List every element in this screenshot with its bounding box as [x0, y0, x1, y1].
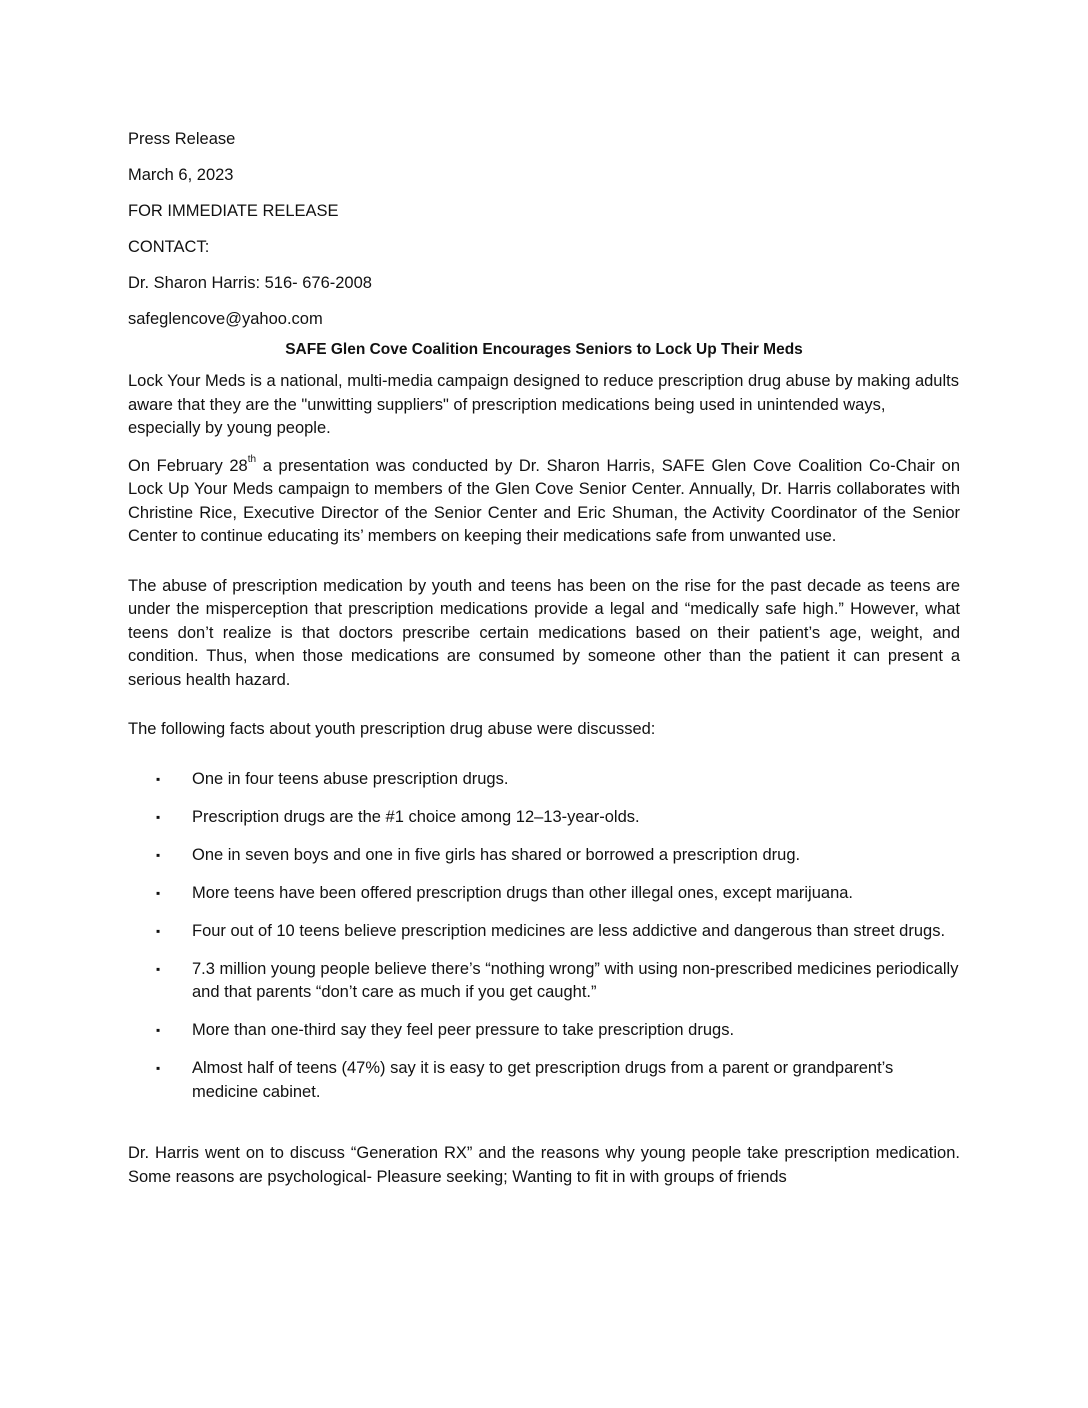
abuse-paragraph: The abuse of prescription medication by youth and teens has been on the rise for the past decade as teens are under the misperception that prescription medications provide a legal and “medically safe high.” However, what teens don’t realize is that doctors prescribe certain medications based on their patient’s age, weight, and condition. Thus, when those medications are consumed by someone other than the patient it can present a serious health hazard. — [128, 576, 960, 689]
list-item-text: More teens have been offered prescription drugs than other illegal ones, except marijuana. — [192, 883, 854, 902]
intro-paragraph: Lock Your Meds is a national, multi-media campaign designed to reduce prescription drug abuse by making adults aware that they are the "unwitting suppliers" of prescription medications being used in unintended ways, especially by young people. — [128, 372, 959, 437]
doc-type-label: Press Release — [128, 130, 236, 148]
presentation-paragraph-rest: a presentation was conducted by Dr. Sharon Harris, SAFE Glen Cove Coalition Co-Chair on Lock Up Your Meds campaign to members of the Glen Cove Senior Center. Annually, Dr. Harris collaborates with Christine Rice, Executive Director of the Senior Center and Eric Shuman, the Activity Coordinator of the Senior Center to continue educating its’ members on keeping their medications safe from unwanted use. — [128, 456, 960, 545]
press-release-headline: SAFE Glen Cove Coalition Encourages Seniors to Lock Up Their Meds — [285, 341, 803, 358]
list-item-text: One in four teens abuse prescription drugs. — [192, 769, 509, 788]
bullet-icon: ▪ — [156, 809, 161, 824]
list-item — [128, 958, 960, 1005]
list-item-text: 7.3 million young people believe there’s “nothing wrong” with using non-prescribed medicines periodically and that parents “don’t care as much if you get caught.” — [192, 959, 959, 1001]
release-notice: FOR IMMEDIATE RELEASE — [128, 202, 339, 220]
contact-label: CONTACT: — [128, 238, 210, 256]
list-item — [128, 806, 960, 830]
list-item — [128, 920, 960, 944]
contact-email: safeglencove@yahoo.com — [128, 310, 323, 328]
list-item — [128, 1019, 960, 1043]
bullet-icon: ▪ — [156, 961, 161, 976]
facts-intro: The following facts about youth prescription drug abuse were discussed: — [128, 720, 656, 738]
list-item-text: One in seven boys and one in five girls has shared or borrowed a prescription drug. — [192, 845, 801, 864]
presentation-paragraph — [128, 455, 960, 549]
contact-person: Dr. Sharon Harris: 516- 676-2008 — [128, 274, 372, 292]
bullet-icon: ▪ — [156, 771, 161, 786]
facts-list-wrapper — [128, 768, 960, 1105]
list-item-text: Four out of 10 teens believe prescription medicines are less addictive and dangerous than street drugs. — [192, 921, 946, 940]
bullet-icon: ▪ — [156, 923, 161, 938]
document-page — [128, 128, 960, 1189]
ordinal-superscript: th — [247, 454, 257, 465]
facts-list — [128, 768, 960, 1105]
closing-paragraph: Dr. Harris went on to discuss “Generation RX” and the reasons why young people take prescription medication. Some reasons are psychological- Pleasure seeking; Wanting to fit in with groups of friends — [128, 1144, 960, 1186]
release-date: March 6, 2023 — [128, 166, 234, 184]
list-item — [128, 768, 960, 792]
bullet-icon: ▪ — [156, 1023, 161, 1037]
list-item — [128, 1057, 960, 1104]
list-item-text: More than one-third say they feel peer pressure to take prescription drugs. — [192, 1021, 735, 1039]
list-item-text: Prescription drugs are the #1 choice among 12–13-year-olds. — [192, 807, 640, 826]
list-item — [128, 882, 960, 906]
list-item-text: Almost half of teens (47%) say it is easy to get prescription drugs from a parent or grandparent’s medicine cabinet. — [192, 1059, 894, 1101]
bullet-icon: ▪ — [156, 847, 161, 862]
presentation-paragraph-start: On February 28 — [128, 456, 248, 475]
list-item — [128, 844, 960, 868]
bullet-icon: ▪ — [156, 1061, 161, 1075]
bullet-icon: ▪ — [156, 885, 161, 900]
